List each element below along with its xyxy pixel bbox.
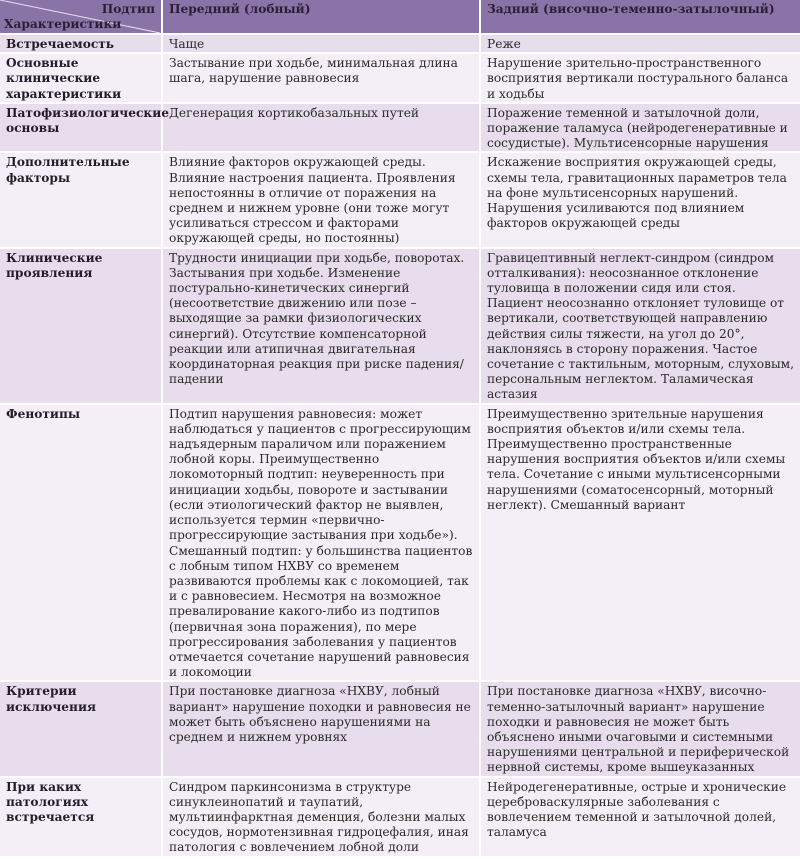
cell-front: Чаще (162, 34, 480, 53)
row-label: Критерии исключения (0, 681, 162, 776)
row-label: Клинические проявления (0, 248, 162, 404)
row-label: Основные клинические характеристики (0, 53, 162, 103)
cell-front: Подтип нарушения равновесия: может наблюдаться у пациентов с прогрессирующим надъядерным параличом или поражением лобной коры. Преимущественно локомоторный подтип: неуверенность при инициации ходьбы, повороте и застывании (если этиологический фактор не выявлен, используется термин «первично-прогрессирующие застывания при ходьбе»). Смешанный подтип: у большинства пациентов с лобным типом НХВУ со временем развиваются проблемы как с локомоцией, так и с равновесием. Несмотря на возможное превалирование какого-либо из подтипов (первичная зона поражения), по мере прогрессирования заболевания у пациентов отмечается сочетание нарушений равновесия и локомоции (162, 404, 480, 682)
header-subtype-label: Подтип (101, 2, 155, 16)
cell-front: Дегенерация кортикобазальных путей (162, 103, 480, 153)
row-label: Встречаемость (0, 34, 162, 53)
cell-back: Нейродегенеративные, острые и хронические цереброваскулярные заболевания с вовлечением теменной и затылочной долей, таламуса (480, 777, 800, 857)
cell-back: Нарушение зрительно-пространственного восприятия вертикали постурального баланса и ходьбы (480, 53, 800, 103)
cell-back: Искажение восприятия окружающей среды, схемы тела, гравитационных параметров тела на фоне мультисенсорных нарушений. Нарушения усиливаются под влиянием факторов окружающей среды (480, 152, 800, 247)
cell-back: Гравицептивный неглект-синдром (синдром отталкивания): неосознанное отклонение туловища в положении сидя или стоя. Пациент неосознанно отклоняет туловище от вертикали, соответствующей направлению действия силы тяжести, на угол до 20°, наклоняясь в сторону поражения. Частое сочетание с тактильным, моторным, слуховым, персональным неглектом. Таламическая астазия (480, 248, 800, 404)
cell-back: Реже (480, 34, 800, 53)
header-row (0, 0, 800, 34)
table-row-occurrence (0, 34, 800, 53)
header-front-subtype: Передний (лобный) (162, 0, 480, 34)
row-label: При каких патологиях встречается (0, 777, 162, 857)
cell-front: Трудности инициации при ходьбе, поворотах. Застывания при ходьбе. Изменение постурально-кинетических синергий (несоответствие движению или позе – выходящие за рамки физиологических синергий). Отсутствие компенсаторной реакции или атипичная двигательная координаторная реакция при риске падения/падении (162, 248, 480, 404)
header-corner-cell (0, 0, 162, 34)
row-label: Патофизиологические основы (0, 103, 162, 153)
header-back-subtype: Задний (височно-теменно-затылочный) (480, 0, 800, 34)
table-row-pathophysiology (0, 103, 800, 153)
table-row-exclusion-criteria (0, 681, 800, 776)
cell-front: Влияние факторов окружающей среды. Влияние настроения пациента. Проявления непостоянны в отличие от поражения на среднем и нижнем уровне (они тоже могут усиливаться стрессом и факторами окружающей среды, но постоянны) (162, 152, 480, 247)
row-label: Дополнительные факторы (0, 152, 162, 247)
table-row-phenotypes (0, 404, 800, 682)
row-label: Фенотипы (0, 404, 162, 682)
cell-back: Преимущественно зрительные нарушения восприятия объектов и/или схемы тела. Преимущественно пространственные нарушения восприятия объектов и/или схемы тела. Сочетание с иными мультисенсорными нарушениями (соматосенсорный, моторный неглект). Смешанный вариант (480, 404, 800, 682)
cell-front: Застывание при ходьбе, минимальная длина шага, нарушение равновесия (162, 53, 480, 103)
cell-back: Поражение теменной и затылочной доли, поражение таламуса (нейродегенеративные и сосудистые). Мультисенсорные нарушения (480, 103, 800, 153)
header-characteristics-label: Характеристики (4, 17, 122, 31)
cell-back: При постановке диагноза «НХВУ, височно-теменно-затылочный вариант» нарушение походки и равновесия не может быть объяснено иными очаговыми и системными нарушениями центральной и периферической нервной системы, кроме вышеуказанных (480, 681, 800, 776)
table-row-clinical-manifestations (0, 248, 800, 404)
table-row-additional-factors (0, 152, 800, 247)
table-row-main-clinical (0, 53, 800, 103)
table-row-pathologies (0, 777, 800, 857)
cell-front: При постановке диагноза «НХВУ, лобный вариант» нарушение походки и равновесия не может быть объяснено нарушениями на среднем и нижнем уровнях (162, 681, 480, 776)
cell-front: Синдром паркинсонизма в структуре синуклеинопатий и таупатий, мультиинфарктная деменция, болезни малых сосудов, нормотензивная гидроцефалия, иная патология с вовлечением лобной доли (162, 777, 480, 857)
